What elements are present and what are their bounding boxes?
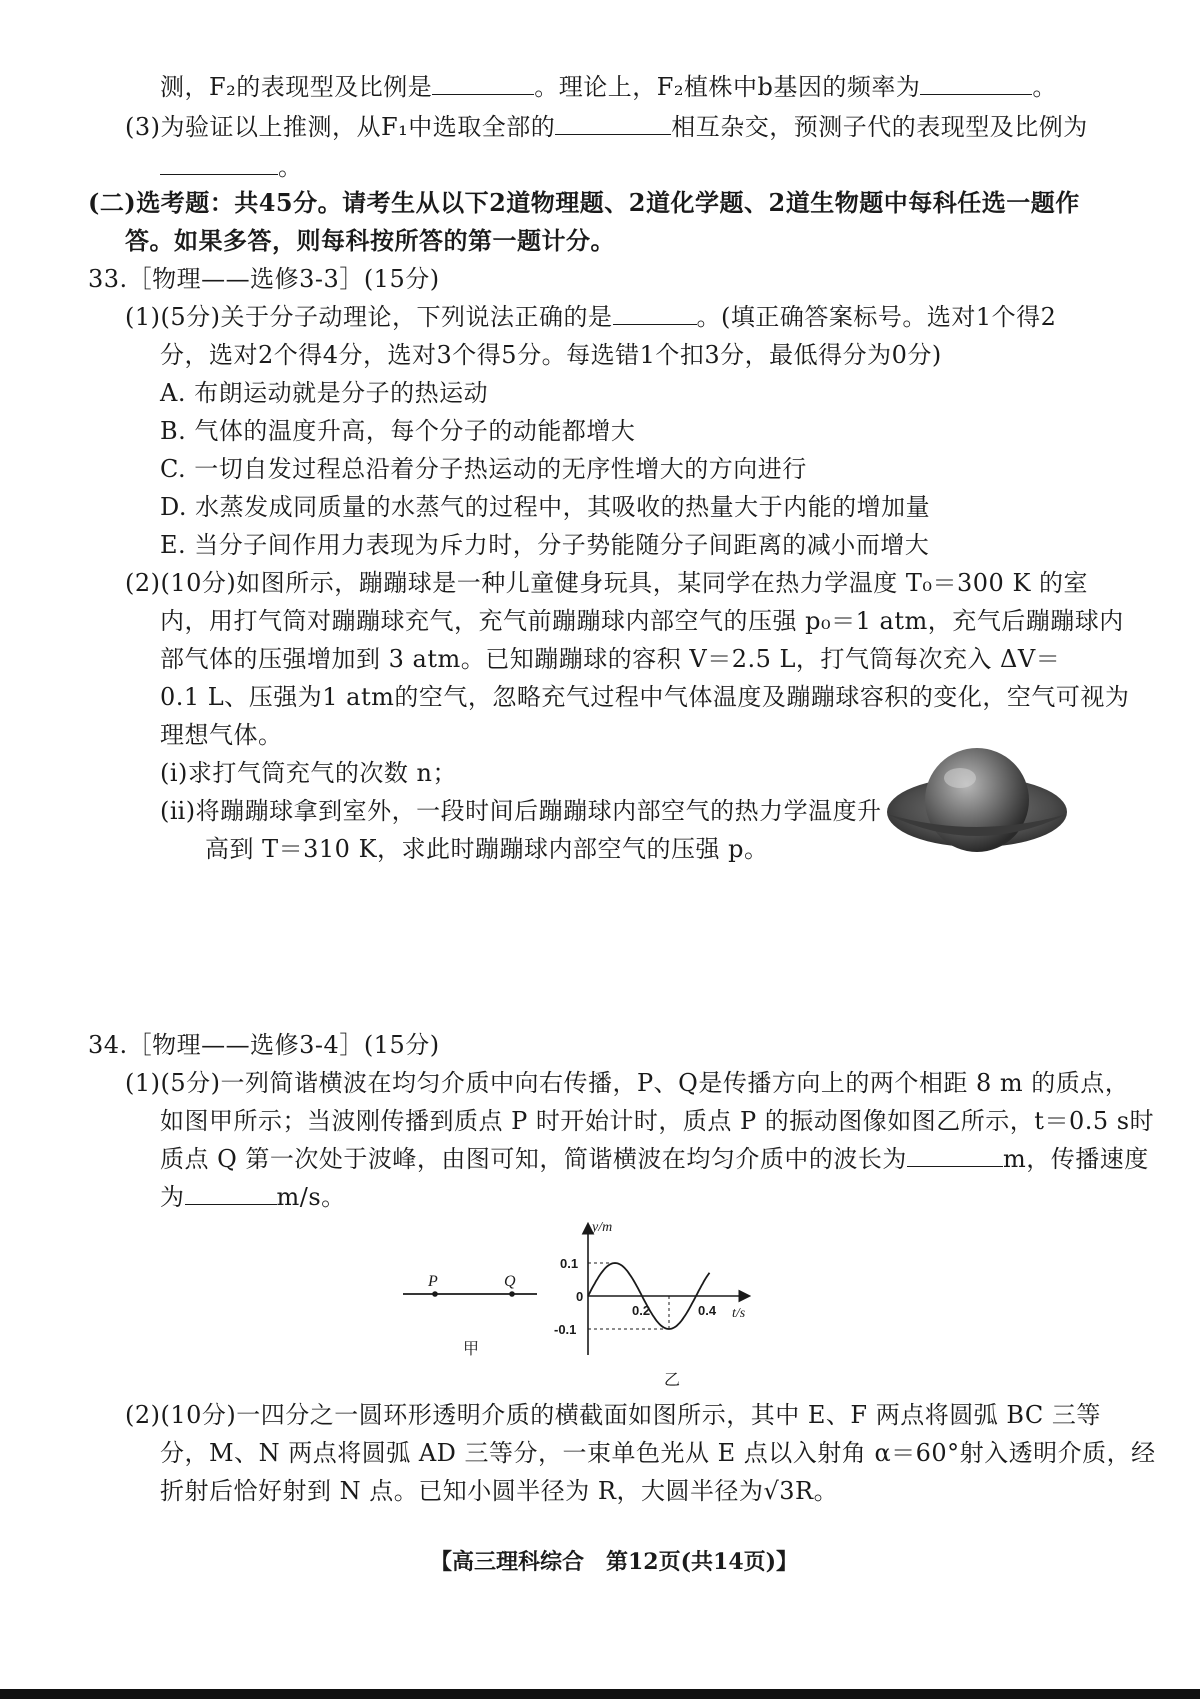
- prev-q-text: 。: [278, 153, 303, 181]
- scan-edge: [0, 1689, 1200, 1699]
- option-c: C. 一切自发过程总沿着分子热运动的无序性增大的方向进行: [160, 455, 807, 483]
- q33-sub-i: (ⅰ)求打气筒充气的次数 n；: [160, 759, 457, 787]
- q34-text: 为: [160, 1183, 185, 1211]
- q33-sub-ii-line1: (ⅱ)将蹦蹦球拿到室外，一段时间后蹦蹦球内部空气的热力学温度升: [160, 797, 882, 825]
- option-a: A. 布朗运动就是分子的热运动: [160, 379, 489, 407]
- option-e: E. 当分子间作用力表现为斥力时，分子势能随分子间距离的减小而增大: [160, 531, 930, 559]
- q33-part1-line2: 分，选对2个得4分，选对3个得5分。每选错1个扣3分，最低得分为0分): [160, 341, 942, 369]
- label-q: Q: [504, 1273, 516, 1290]
- q33-part2-line2: 内，用打气筒对蹦蹦球充气，充气前蹦蹦球内部空气的压强 p₀＝1 atm，充气后蹦蹦球内: [160, 607, 1124, 635]
- prev-q-line1: [160, 72, 1057, 102]
- q34-part2-line3: 折射后恰好射到 N 点。已知小圆半径为 R，大圆半径为√3R。: [160, 1477, 839, 1505]
- tick-y-bottom: -0.1: [554, 1322, 577, 1337]
- bouncing-ball-illustration: [880, 740, 1070, 890]
- prev-q-line2: [125, 112, 1088, 142]
- q33-title: 33.［物理——选修3-3］(15分): [88, 265, 440, 293]
- tick-x-0-4: 0.4: [698, 1303, 717, 1318]
- option-d: D. 水蒸发成同质量的水蒸气的过程中，其吸收的热量大于内能的增加量: [160, 493, 931, 521]
- q34-part2-line1: (2)(10分)一四分之一圆环形透明介质的横截面如图所示，其中 E、F 两点将圆弧 BC 三等: [125, 1401, 1101, 1429]
- answer-blank: [160, 152, 278, 175]
- prev-q-text: 。: [1032, 73, 1057, 101]
- section-heading: (二)选考题：共45分。请考生从以下2道物理题、2道化学题、2道生物题中每科任选一题作: [88, 188, 1080, 217]
- answer-blank: [907, 1144, 1003, 1167]
- q34-part2-line2: 分，M、N 两点将圆弧 AD 三等分，一束单色光从 E 点以入射角 α＝60°射入透明介质，经: [160, 1439, 1156, 1467]
- q33-part1-line1: [125, 302, 1056, 332]
- q33-sub-ii-line2: 高到 T＝310 K，求此时蹦蹦球内部空气的压强 p。: [205, 835, 769, 863]
- q34-part1-line3: [160, 1144, 1149, 1174]
- answer-blank: [432, 72, 534, 95]
- label-p: P: [428, 1273, 438, 1290]
- prev-q-text: 相互杂交，预测子代的表现型及比例为: [671, 113, 1088, 141]
- q33-part2-line5: 理想气体。: [160, 721, 283, 749]
- q34-text: m，传播速度: [1002, 1145, 1149, 1173]
- caption-yi: 乙: [664, 1370, 681, 1389]
- x-axis-label: t/s: [732, 1306, 746, 1321]
- prev-q-line3: [160, 152, 303, 182]
- q34-text: 质点 Q 第一次处于波峰，由图可知，简谐横波在均匀介质中的波长为: [160, 1145, 907, 1173]
- prev-q-text: 测，F₂的表现型及比例是: [160, 73, 433, 101]
- q33-text: 。(填正确答案标号。选对1个得2: [696, 303, 1057, 331]
- q33-part2-line3: 部气体的压强增加到 3 atm。已知蹦蹦球的容积 V＝2.5 L，打气筒每次充入 ΔV＝: [160, 645, 1061, 673]
- answer-blank: [613, 302, 697, 325]
- q34-part1-line1: (1)(5分)一列简谐横波在均匀介质中向右传播，P、Q是传播方向上的两个相距 8 m 的质点，: [125, 1069, 1130, 1097]
- origin-label: 0: [576, 1289, 584, 1304]
- q34-part1-line2: 如图甲所示；当波刚传播到质点 P 时开始计时，质点 P 的振动图像如图乙所示，t＝0.5 s时: [160, 1107, 1155, 1135]
- y-axis-label: y/m: [592, 1220, 613, 1235]
- prev-q-text: (3)为验证以上推测，从F₁中选取全部的: [125, 113, 556, 141]
- page-footer: 【高三理科综合 第12页(共14页)】: [430, 1549, 799, 1575]
- answer-blank: [920, 72, 1032, 95]
- q34-title: 34.［物理——选修3-4］(15分): [88, 1031, 440, 1059]
- tick-x-0-2: 0.2: [632, 1303, 651, 1318]
- q34-part1-line4: [160, 1182, 346, 1212]
- figure-jia: [395, 1270, 545, 1360]
- option-b: B. 气体的温度升高，每个分子的动能都增大: [160, 417, 636, 445]
- q33-part2-line4: 0.1 L、压强为1 atm的空气，忽略充气过程中气体温度及蹦蹦球容积的变化，空气可视为: [160, 683, 1130, 711]
- prev-q-text: 。理论上，F₂植株中b基因的频率为: [534, 73, 921, 101]
- caption-jia: 甲: [463, 1339, 480, 1358]
- figure-yi-chart: [548, 1215, 768, 1390]
- q34-text: m/s。: [276, 1183, 346, 1211]
- section-heading-cont: 答。如果多答，则每科按所答的第一题计分。: [125, 226, 615, 255]
- answer-blank: [185, 1182, 277, 1205]
- tick-y-top: 0.1: [560, 1256, 579, 1271]
- answer-blank: [555, 112, 671, 135]
- q33-text: (1)(5分)关于分子动理论，下列说法正确的是: [125, 303, 613, 331]
- q33-part2-line1: (2)(10分)如图所示，蹦蹦球是一种儿童健身玩具，某同学在热力学温度 T₀＝300 K 的室: [125, 569, 1089, 597]
